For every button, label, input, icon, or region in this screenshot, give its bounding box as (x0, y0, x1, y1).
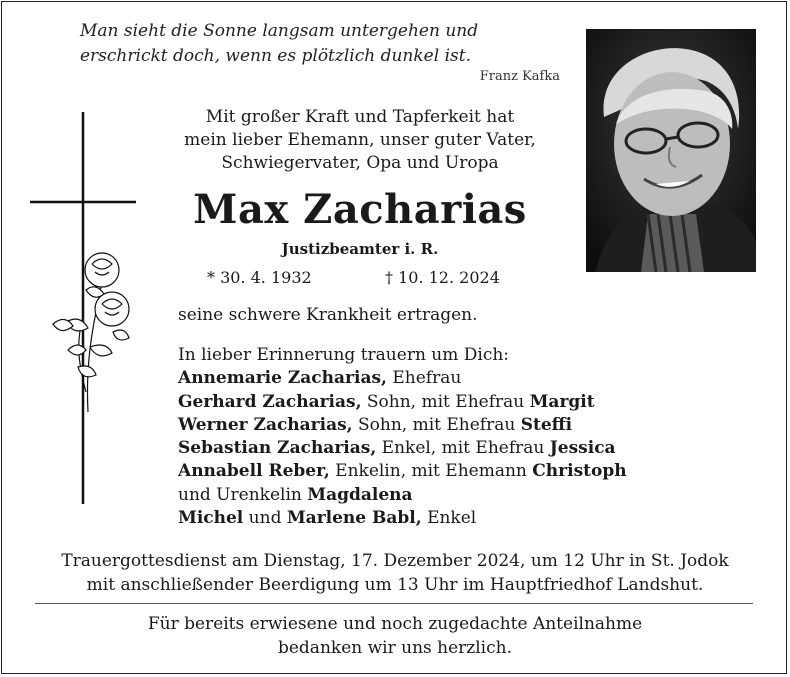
intro-line-1: Mit großer Kraft und Tapferkeit hat (205, 107, 515, 127)
mourner-name: Jessica (549, 438, 616, 459)
mourner-name: Margit (529, 391, 595, 412)
intro-text (150, 106, 570, 175)
portrait-photo (586, 29, 756, 272)
quote-line-2: erschrickt doch, wenn es plötzlich dunkel ist. (80, 46, 471, 66)
birth-date: * 30. 4. 1932 (207, 268, 312, 287)
mourner-line (178, 460, 627, 483)
quote (80, 19, 560, 69)
cross-with-roses-icon (28, 112, 138, 507)
mourner-name: Annemarie Zacharias, (178, 368, 387, 389)
service-line-2: mit anschließender Beerdigung um 13 Uhr im Hauptfriedhof Landshut. (86, 575, 704, 595)
intro-line-2: mein lieber Ehemann, unser guter Vater, (184, 130, 536, 150)
mourner-relation: Sohn, mit Ehefrau (361, 391, 530, 412)
quote-author: Franz Kafka (479, 69, 560, 84)
mourner-name: Werner Zacharias, (178, 414, 353, 435)
illness-text: seine schwere Krankheit ertragen. (178, 305, 478, 325)
mourner-relation: Ehefrau (386, 368, 462, 389)
deceased-profession: Justizbeamter i. R. (281, 240, 439, 258)
mourner-name: Annabell Reber, (178, 461, 330, 482)
mourner-relation: Sohn, mit Ehefrau (352, 414, 521, 435)
mourner-relation: Enkelin, mit Ehemann (329, 461, 533, 482)
mourner-relation: Enkel, mit Ehefrau (376, 438, 550, 459)
mourner-name: Sebastian Zacharias, (178, 438, 377, 459)
mourner-name: Magdalena (307, 484, 413, 505)
death-date: † 10. 12. 2024 (385, 268, 500, 287)
mourner-relation: Enkel (421, 508, 477, 529)
mourner-lines (178, 367, 627, 530)
mourner-name: Michel (178, 508, 244, 529)
service-line-1: Trauergottesdienst am Dienstag, 17. Dezember 2024, um 12 Uhr in St. Jodok (61, 551, 729, 571)
quote-line-1: Man sieht die Sonne langsam untergehen und (80, 21, 479, 41)
mourner-name: Christoph (532, 461, 627, 482)
mourner-line (178, 507, 627, 530)
mourner-line (178, 391, 627, 414)
mourner-line (178, 367, 627, 390)
mourner-name: Gerhard Zacharias, (178, 391, 362, 412)
mourner-name: Marlene Babl, (286, 508, 422, 529)
thanks-line-1: Für bereits erwiesene und noch zugedachte Anteilnahme (147, 614, 643, 634)
mourner-line (178, 484, 627, 507)
intro-line-3: Schwiegervater, Opa und Uropa (221, 153, 499, 173)
mourners-list (178, 344, 627, 530)
mourner-line (178, 437, 627, 460)
funeral-service-info (10, 549, 780, 597)
deceased-name: Max Zacharias (193, 186, 527, 233)
mourner-name: Steffi (520, 414, 573, 435)
divider (35, 603, 753, 604)
mourner-line (178, 414, 627, 437)
thanks-line-2: bedanken wir uns herzlich. (277, 638, 512, 658)
thanks-text (10, 612, 780, 660)
mourners-intro: In lieber Erinnerung trauern um Dich: (178, 345, 510, 365)
mourner-relation: und (243, 508, 287, 529)
mourner-relation: und Urenkelin (178, 484, 308, 505)
